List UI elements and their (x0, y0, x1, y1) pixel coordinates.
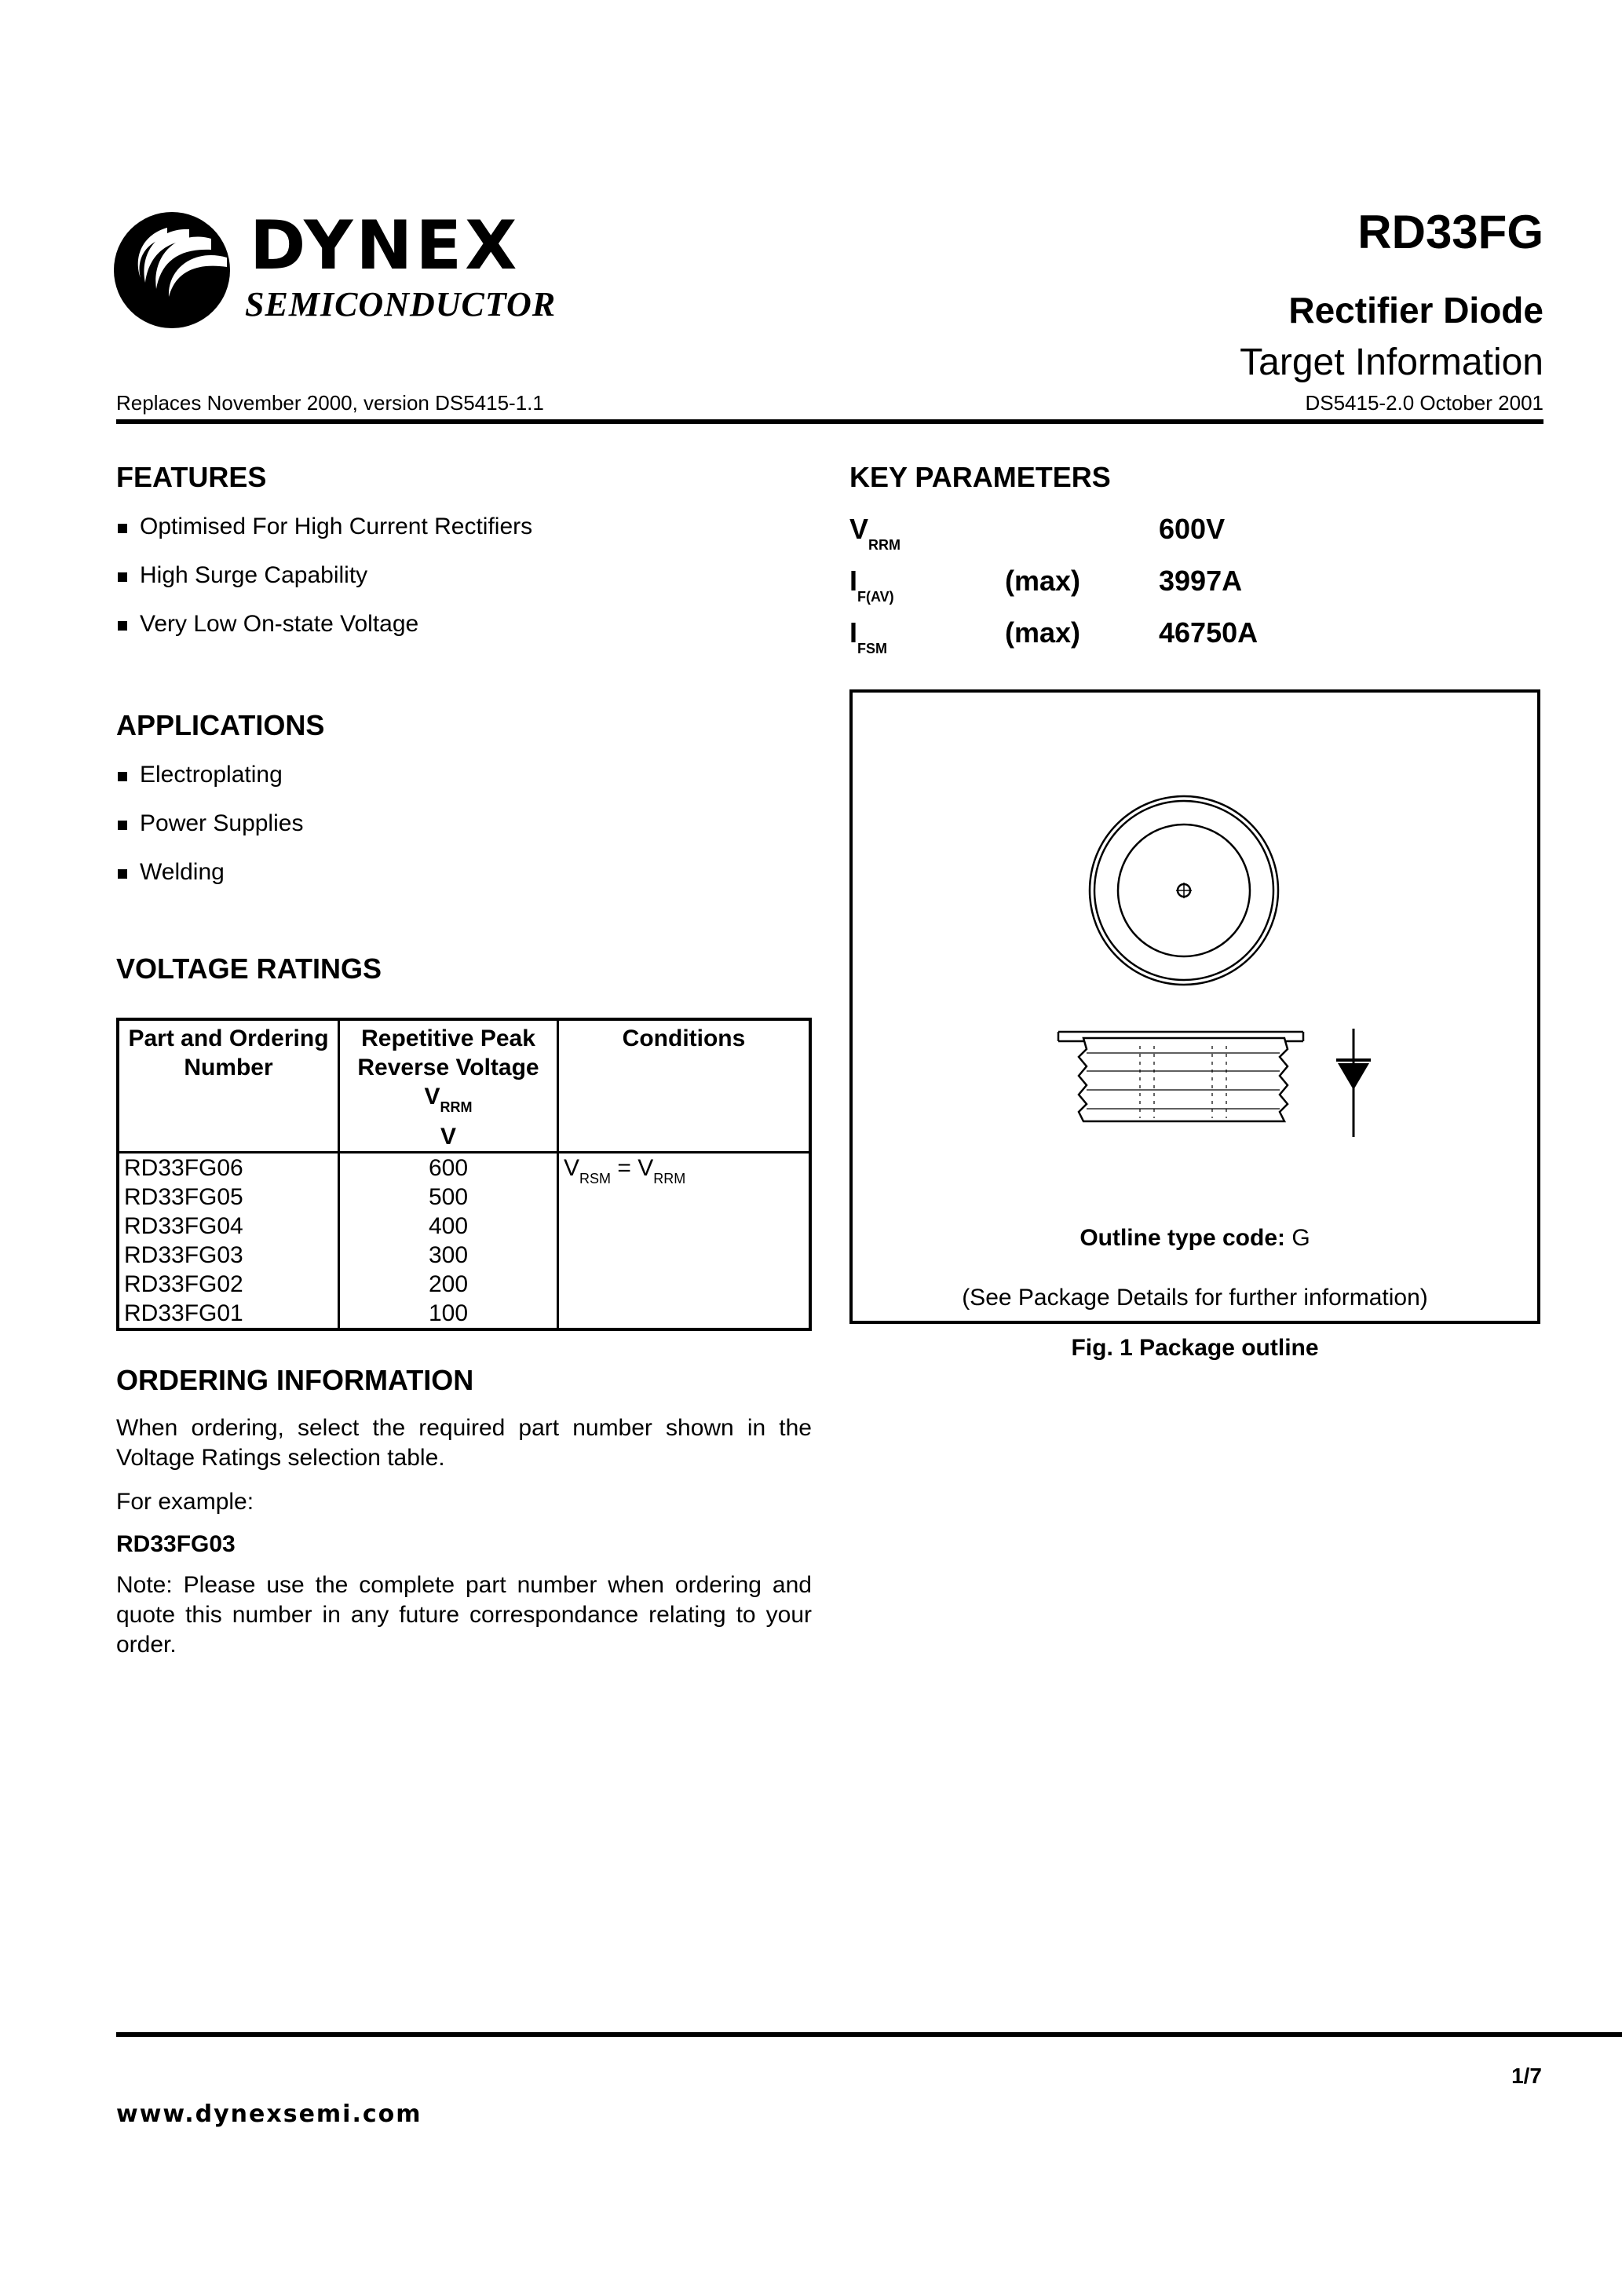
product-type: Rectifier Diode (1288, 290, 1543, 331)
package-details-note: (See Package Details for further information) (962, 1285, 1428, 1311)
dynex-logo-icon (112, 210, 232, 330)
col-header-part: Part and Ordering Number (118, 1019, 339, 1153)
example-label: For example: (116, 1489, 254, 1515)
ordering-note: Note: Please use the complete part number when ordering and quote this number in any future correspondance relating to your order. (116, 1572, 812, 1658)
page-number: 1/7 (1511, 2064, 1542, 2088)
header-divider (116, 419, 1543, 424)
bullet-icon (118, 772, 127, 781)
applications-heading: APPLICATIONS (116, 709, 325, 741)
conditions-cell: $V_{RSM} = V_{RRM}$ (558, 1153, 811, 1330)
param-symbol: $I_{F(AV)}$ (849, 565, 894, 605)
ordering-paragraph: When ordering, select the required part number shown in the Voltage Ratings selection table. (116, 1415, 812, 1471)
table-row: RD33FG04 400 (118, 1212, 810, 1241)
figure-caption: Fig. 1 Package outline (1071, 1335, 1319, 1361)
package-outline-drawing (1052, 782, 1382, 1143)
voltage-ratings-table (116, 1018, 812, 1331)
example-part-number: RD33FG03 (116, 1531, 236, 1557)
brand-subtitle: SEMICONDUCTOR (245, 285, 557, 324)
list-item: Optimised For High Current Rectifiers (116, 515, 532, 564)
param-symbol: $V_{RRM}$ (849, 513, 901, 553)
document-status: Target Information (1240, 342, 1543, 383)
brand-wordmark: DYNEX (250, 207, 521, 285)
ordering-heading: ORDERING INFORMATION (116, 1364, 474, 1396)
bullet-icon (118, 821, 127, 830)
table-row: RD33FG05 500 (118, 1183, 810, 1212)
replaces-note: Replaces November 2000, version DS5415-1.1 (116, 391, 544, 415)
param-symbol: $I_{FSM}$ (849, 616, 888, 656)
key-parameters-heading: KEY PARAMETERS (849, 461, 1111, 493)
website-link[interactable]: www.dynexsemi.com (116, 2100, 422, 2128)
part-number-title: RD33FG (1357, 206, 1543, 258)
param-qualifier: (max) (1005, 565, 1081, 597)
table-row: RD33FG02 200 (118, 1270, 810, 1299)
bullet-icon (118, 621, 127, 631)
features-heading: FEATURES (116, 461, 267, 493)
col-header-voltage: Repetitive Peak Reverse Voltage $V_{RRM}$ V (339, 1019, 558, 1153)
list-item: Electroplating (116, 763, 303, 812)
features-list (116, 515, 532, 661)
param-value: 600V (1159, 513, 1226, 545)
bullet-icon (118, 524, 127, 533)
diode-symbol-icon (1336, 1029, 1371, 1137)
table-row: RD33FG03 300 (118, 1241, 810, 1270)
list-item: Very Low On-state Voltage (116, 612, 532, 661)
outline-type-code: Outline type code: G (1080, 1225, 1310, 1251)
bullet-icon (118, 869, 127, 879)
param-value: 46750A (1159, 616, 1259, 649)
param-value: 3997A (1159, 565, 1243, 597)
list-item: High Surge Capability (116, 564, 532, 612)
footer-divider (116, 2032, 1622, 2037)
voltage-ratings-heading: VOLTAGE RATINGS (116, 952, 382, 985)
list-item: Power Supplies (116, 812, 303, 861)
bullet-icon (118, 572, 127, 582)
table-row: RD33FG06 600 $V_{RSM} = V_{RRM}$ (118, 1153, 810, 1183)
param-qualifier: (max) (1005, 616, 1081, 649)
col-header-conditions: Conditions (558, 1019, 811, 1153)
document-reference: DS5415-2.0 October 2001 (1305, 391, 1543, 415)
table-row: RD33FG01 100 (118, 1299, 810, 1329)
list-item: Welding (116, 861, 303, 909)
applications-list (116, 763, 303, 909)
